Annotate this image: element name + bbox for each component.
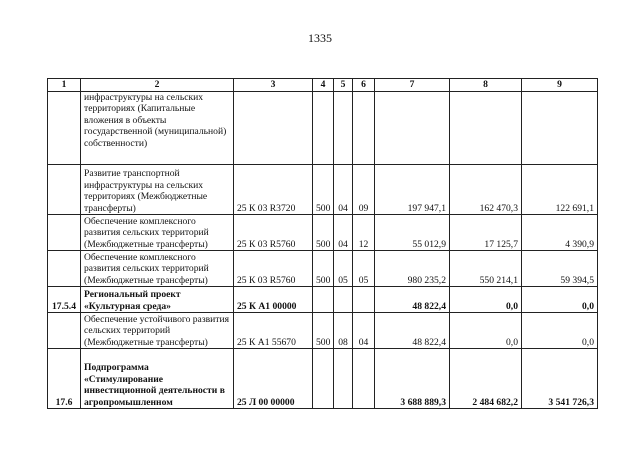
row-number-cell <box>48 313 81 349</box>
row-name-cell: Обеспечение комплексного развития сельских территорий (Межбюджетные трансферты) <box>81 251 234 287</box>
row-code-cell: 25 К 03 R5760 <box>234 251 313 287</box>
table-row <box>48 165 598 215</box>
row-col4-cell: 500 <box>313 165 334 215</box>
header-cell: 8 <box>450 79 522 92</box>
row-col6-cell: 12 <box>353 215 375 251</box>
row-number-cell <box>48 165 81 215</box>
row-value7-cell: 197 947,1 <box>375 165 450 215</box>
row-col4-cell <box>313 287 334 313</box>
row-value9-cell: 122 691,1 <box>522 165 598 215</box>
row-code-cell: 25 К А1 55670 <box>234 313 313 349</box>
row-value8-cell: 2 484 682,2 <box>450 349 522 409</box>
row-number-cell <box>48 251 81 287</box>
row-number-cell: 17.5.4 <box>48 287 81 313</box>
budget-table <box>47 78 598 409</box>
header-cell: 4 <box>313 79 334 92</box>
row-value7-cell <box>375 92 450 165</box>
row-col5-cell: 08 <box>334 313 353 349</box>
row-col5-cell <box>334 349 353 409</box>
row-code-cell: 25 К 03 R5760 <box>234 215 313 251</box>
row-name-cell: инфраструктуры на сельских территориях (Капитальные вложения в объекты государственной (муниципальной) собственности) <box>81 92 234 165</box>
header-cell: 3 <box>234 79 313 92</box>
table-row <box>48 92 598 165</box>
header-cell: 2 <box>81 79 234 92</box>
row-col5-cell: 04 <box>334 215 353 251</box>
header-cell: 7 <box>375 79 450 92</box>
row-col4-cell <box>313 92 334 165</box>
table-row <box>48 349 598 409</box>
row-name-cell: Обеспечение комплексного развития сельских территорий (Межбюджетные трансферты) <box>81 215 234 251</box>
row-code-cell: 25 К А1 00000 <box>234 287 313 313</box>
row-code-cell: 25 Л 00 00000 <box>234 349 313 409</box>
header-cell: 5 <box>334 79 353 92</box>
row-value9-cell: 3 541 726,3 <box>522 349 598 409</box>
header-cell: 6 <box>353 79 375 92</box>
row-value7-cell: 55 012,9 <box>375 215 450 251</box>
row-value8-cell <box>450 92 522 165</box>
table-row <box>48 287 598 313</box>
row-value8-cell: 17 125,7 <box>450 215 522 251</box>
row-name-cell: Обеспечение устойчивого развития сельских территорий (Межбюджетные трансферты) <box>81 313 234 349</box>
row-col6-cell <box>353 92 375 165</box>
row-col6-cell <box>353 349 375 409</box>
row-col4-cell: 500 <box>313 251 334 287</box>
row-col6-cell: 05 <box>353 251 375 287</box>
row-col4-cell: 500 <box>313 313 334 349</box>
row-value8-cell: 0,0 <box>450 313 522 349</box>
row-value7-cell: 48 822,4 <box>375 313 450 349</box>
row-value9-cell: 0,0 <box>522 287 598 313</box>
row-value9-cell: 59 394,5 <box>522 251 598 287</box>
header-row <box>48 79 598 92</box>
row-value7-cell: 48 822,4 <box>375 287 450 313</box>
table-row <box>48 215 598 251</box>
row-col5-cell <box>334 287 353 313</box>
row-number-cell: 17.6 <box>48 349 81 409</box>
header-cell: 9 <box>522 79 598 92</box>
row-value7-cell: 3 688 889,3 <box>375 349 450 409</box>
row-value8-cell: 550 214,1 <box>450 251 522 287</box>
row-col4-cell <box>313 349 334 409</box>
row-col6-cell <box>353 287 375 313</box>
row-name-cell: Развитие транспортной инфраструктуры на сельских территориях (Межбюджетные трансферты) <box>81 165 234 215</box>
row-value8-cell: 0,0 <box>450 287 522 313</box>
row-name-cell: Региональный проект «Культурная среда» <box>81 287 234 313</box>
row-col4-cell: 500 <box>313 215 334 251</box>
table-row <box>48 251 598 287</box>
row-value9-cell: 0,0 <box>522 313 598 349</box>
table-body <box>48 79 598 409</box>
row-col5-cell: 05 <box>334 251 353 287</box>
row-col6-cell: 04 <box>353 313 375 349</box>
row-value9-cell <box>522 92 598 165</box>
row-number-cell <box>48 92 81 165</box>
header-cell: 1 <box>48 79 81 92</box>
row-col6-cell: 09 <box>353 165 375 215</box>
row-value7-cell: 980 235,2 <box>375 251 450 287</box>
row-name-cell: Подпрограмма «Стимулирование инвестиционной деятельности в агропромышленном <box>81 349 234 409</box>
page-number: 1335 <box>308 31 332 45</box>
row-code-cell <box>234 92 313 165</box>
row-number-cell <box>48 215 81 251</box>
row-code-cell: 25 К 03 R3720 <box>234 165 313 215</box>
row-col5-cell: 04 <box>334 165 353 215</box>
row-col5-cell <box>334 92 353 165</box>
table-row <box>48 313 598 349</box>
row-value9-cell: 4 390,9 <box>522 215 598 251</box>
row-value8-cell: 162 470,3 <box>450 165 522 215</box>
